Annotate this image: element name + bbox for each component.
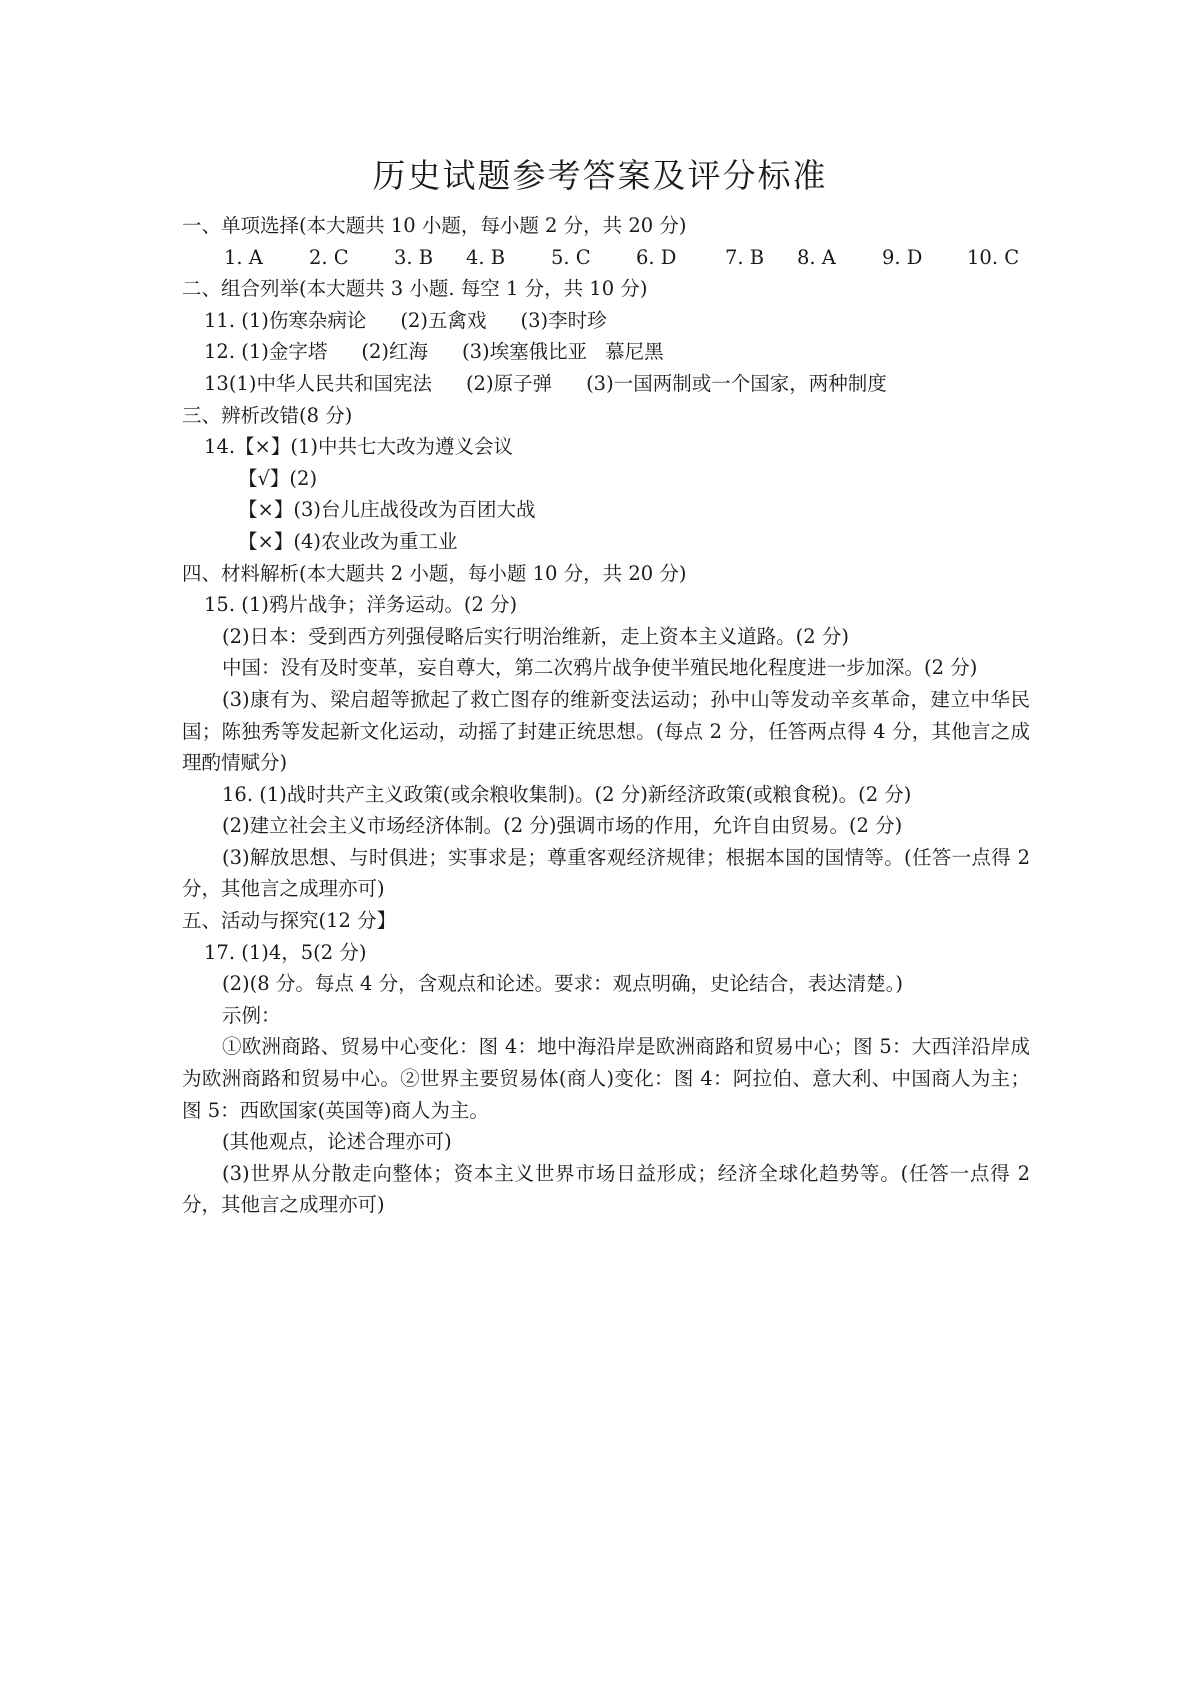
question-15-part-2-china: 中国：没有及时变革，妄自尊大，第二次鸦片战争使半殖民地化程度进一步加深。(2 分) [222,656,978,680]
question-14-line-4: 【×】(4)农业改为重工业 [238,529,458,553]
section-1-heading: 一、单项选择(本大题共 10 小题，每小题 2 分，共 20 分) [182,214,687,237]
question-11-answer [182,305,1030,337]
mc-answer-1: 1. A [224,245,263,269]
section-2-heading: 二、组合列举(本大题共 3 小题. 每空 1 分，共 10 分) [182,277,648,301]
question-15-part-3: (3)康有为、梁启超等掀起了救亡图存的维新变法运动；孙中山等发动辛亥革命，建立中华民国；陈独秀等发起新文化运动，动摇了封建正统思想。(每点 2 分，任答两点得 4 分，其他言之成理酌情赋分) [182,687,1030,775]
answer-part-2: (2)红海 [361,340,428,364]
mc-answer-10: 10. C [967,245,1020,269]
answer-part-4: 慕尼黑 [605,340,664,364]
question-14-line-1: 14.【×】(1)中共七大改为遵义会议 [204,435,513,459]
example-text: ①欧洲商路、贸易中心变化：图 4：地中海沿岸是欧洲商路和贸易中心；图 5：大西洋沿岸成为欧洲商路和贸易中心。②世界主要贸易体(商人)变化：图 4：阿拉伯、意大利、中国商人为主；图 5：西欧国家(英国等)商人为主。 [182,1035,1030,1122]
question-17-part-1: 17. (1)4，5(2 分) [204,940,367,964]
other-views-note: (其他观点，论述合理亦可) [222,1130,452,1154]
question-14-line-3: 【×】(3)台儿庄战役改为百团大战 [238,498,536,522]
question-number: 11. [204,308,242,332]
question-number: 12. [204,340,242,364]
question-13-answer [182,368,1030,400]
mc-answer-9: 9. D [882,245,923,269]
mc-answer-7: 7. B [725,245,765,269]
section-4-heading: 四、材料解析(本大题共 2 小题，每小题 10 分，共 20 分) [182,561,687,585]
answer-part-2: (2)原子弹 [465,371,553,395]
question-16-part-3: (3)解放思想、与时俱进；实事求是；尊重客观经济规律；根据本国的国情等。(任答一点得 2 分，其他言之成理亦可) [182,845,1030,901]
example-label: 示例： [222,1003,281,1027]
mc-answer-3: 3. B [394,245,434,269]
question-17-part-3: (3)世界从分散走向整体；资本主义世界市场日益形成；经济全球化趋势等。(任答一点得 2 分，其他言之成理亦可) [182,1161,1030,1217]
mc-answer-8: 8. A [797,245,836,269]
question-12-answer [182,336,1030,368]
mc-answer-2: 2. C [309,245,349,269]
answer-part-3: (3)一国两制或一个国家，两种制度 [586,371,887,395]
question-17-part-2: (2)(8 分。每点 4 分，含观点和论述。要求：观点明确，史论结合，表达清楚。) [222,972,903,996]
answer-part-1: (1)金字塔 [241,340,328,364]
mc-answer-6: 6. D [636,245,677,269]
answer-body [182,210,1030,1221]
section-3-heading: 三、辨析改错(8 分) [182,403,353,427]
mc-answer-4: 4. B [466,245,506,269]
question-15-part-2-japan: (2)日本：受到西方列强侵略后实行明治维新，走上资本主义道路。(2 分) [222,624,849,648]
section-5-heading: 五、活动与探究(12 分】 [182,909,397,933]
answer-part-1: (1)中华人民共和国宪法 [228,371,432,395]
question-16-part-2: (2)建立社会主义市场经济体制。(2 分)强调市场的作用，允许自由贸易。(2 分) [222,814,903,838]
question-number: 13 [204,371,229,395]
question-16-part-1: 16. (1)战时共产主义政策(或余粮收集制)。(2 分)新经济政策(或粮食税)。(2 分) [222,782,912,806]
mc-answer-5: 5. C [551,245,591,269]
page-title: 历史试题参考答案及评分标准 [372,156,828,195]
answer-part-1: (1)伤寒杂病论 [241,308,367,332]
answer-part-2: (2)五禽戏 [400,308,487,332]
answer-part-3: (3)埃塞俄比亚 [461,340,588,364]
question-14-line-2: 【√】(2) [238,466,318,490]
multiple-choice-answers [182,242,1030,274]
answer-part-3: (3)李时珍 [520,308,607,332]
question-15-part-1: 15. (1)鸦片战争；洋务运动。(2 分) [204,593,518,617]
